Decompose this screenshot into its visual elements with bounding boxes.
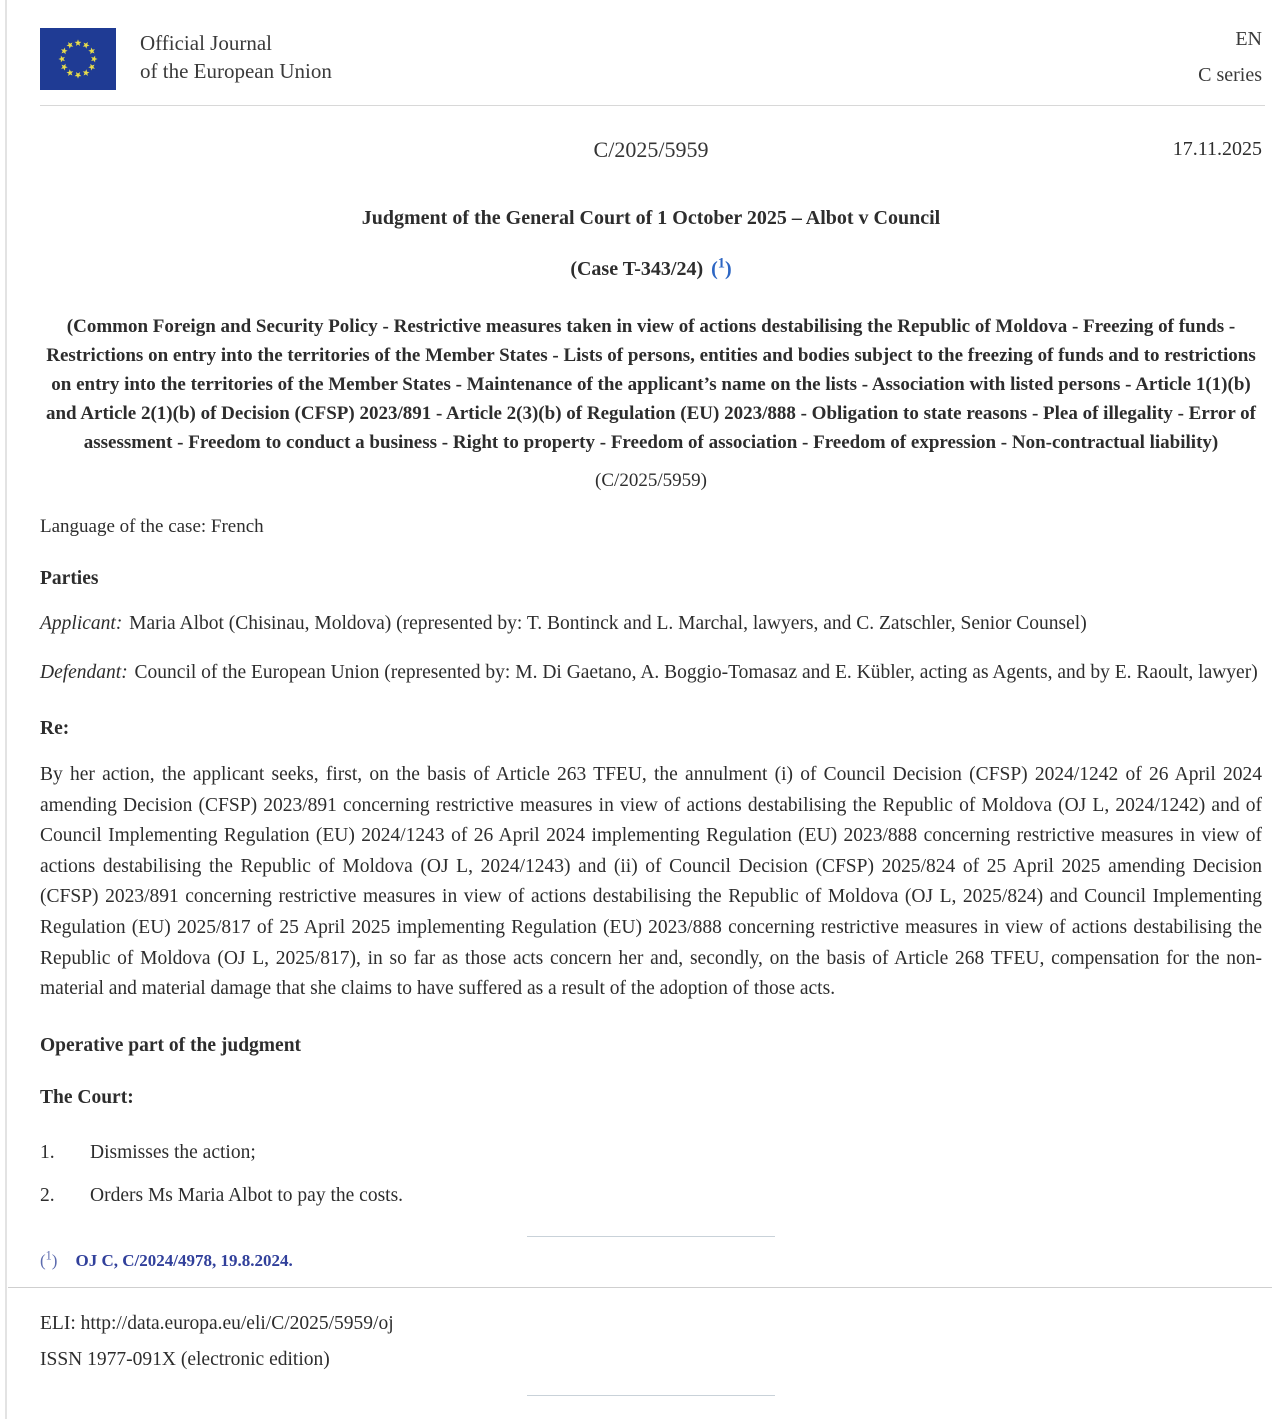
header: [0, 0, 1280, 90]
ruling-item: [40, 1140, 1262, 1166]
header-edition-info: [1198, 28, 1262, 87]
issn-line: ISSN 1977-091X (electronic edition): [40, 1348, 330, 1370]
ruling-item: [40, 1183, 1262, 1209]
operative-part-heading: Operative part of the judgment: [40, 1034, 302, 1056]
case-number: (Case T-343/24): [570, 258, 704, 280]
bottom-separator: [527, 1395, 775, 1396]
page-left-edge: [5, 0, 7, 1419]
journal-title: [140, 28, 332, 85]
case-number-line: [40, 255, 1262, 281]
rulings-list: [40, 1140, 1262, 1209]
header-divider: [40, 105, 1265, 106]
series-label: C series: [1198, 64, 1262, 86]
re-heading: Re:: [40, 718, 70, 739]
footnote-marker-link[interactable]: [40, 1248, 57, 1270]
keywords-paragraph: (Common Foreign and Security Policy - Restrictive measures taken in view of actions destabilising the Republic of Moldova - Freezing of funds - Restrictions on entry into the territories of the Member States - Lists of persons, entities and bodies subject to the freezing of funds and to restrictions on entry into the territories of the Member States - Maintenance of the applicant’s name on the lists - Association with listed persons - Article 1(1)(b) and Article 2(1)(b) of Decision (CFSP) 2023/891 - Article 2(3)(b) of Regulation (EU) 2023/888 - Obligation to state reasons - Plea of illegality - Error of assessment - Freedom to conduct a business - Right to property - Freedom of association - Freedom of expression - Non-contractual liability): [45, 316, 1257, 453]
footnote-citation-link[interactable]: OJ C, C/2024/4978, 19.8.2024.: [75, 1250, 293, 1270]
footer-divider: [8, 1287, 1272, 1288]
footnote-reference-number: 1: [717, 255, 725, 272]
language-of-case: Language of the case: French: [40, 516, 264, 537]
defendant-paragraph: [40, 658, 1262, 688]
eli-line: ELI: http://data.europa.eu/eli/C/2025/5959/oj: [40, 1312, 394, 1334]
publication-date: 17.11.2025: [1172, 138, 1262, 160]
ruling-number: 2.: [40, 1184, 55, 1206]
footnote-marker-number: 1: [45, 1248, 52, 1263]
footer: [40, 1313, 1262, 1396]
journal-title-line2: of the European Union: [140, 59, 332, 83]
applicant-paragraph: [40, 609, 1262, 639]
ruling-number: 1.: [40, 1141, 55, 1163]
ruling-text: Orders Ms Maria Albot to pay the costs.: [90, 1184, 404, 1206]
document-number: C/2025/5959: [593, 137, 709, 162]
document-number-parenthetical: (C/2025/5959): [595, 470, 707, 491]
applicant-label: Applicant:: [40, 613, 123, 634]
defendant-text: Council of the European Union (represented by: M. Di Gaetano, A. Boggio-Tomasaz and E. Kübler, acting as Agents, and by E. Raoult, lawyer): [134, 662, 1258, 683]
journal-title-line1: Official Journal: [140, 31, 272, 55]
document-body: [40, 137, 1262, 1271]
court-heading: The Court:: [40, 1086, 134, 1108]
footnote: [40, 1248, 1262, 1271]
eu-flag-icon: [40, 28, 116, 90]
defendant-label: Defendant:: [40, 662, 128, 683]
meta-row: [40, 137, 1262, 163]
header-branding: [40, 28, 332, 90]
re-paragraph: By her action, the applicant seeks, first, on the basis of Article 263 TFEU, the annulment (i) of Council Decision (CFSP) 2024/1242 of 26 April 2024 amending Decision (CFSP) 2023/891 concerning restrictive measures in view of actions destabilising the Republic of Moldova (OJ L, 2024/1242) and of Council Implementing Regulation (EU) 2024/1243 of 26 April 2024 implementing Regulation (EU) 2023/888 concerning restrictive measures in view of actions destabilising the Republic of Moldova (OJ L, 2024/1243) and (ii) of Council Decision (CFSP) 2025/824 of 25 April 2025 amending Decision (CFSP) 2023/891 concerning restrictive measures in view of actions destabilising the Republic of Moldova (OJ L, 2025/824) and Council Implementing Regulation (EU) 2025/817 of 25 April 2025 implementing Regulation (EU) 2023/888 concerning restrictive measures in view of actions destabilising the Republic of Moldova (OJ L, 2025/817), in so far as those acts concern her and, secondly, on the basis of Article 268 TFEU, compensation for the non-material and material damage that she claims to have suffered as a result of the adoption of those acts.: [40, 764, 1262, 1000]
footnote-separator: [527, 1236, 775, 1237]
language-code-label: EN: [1235, 28, 1262, 50]
footnote-reference-link[interactable]: [711, 255, 732, 280]
applicant-text: Maria Albot (Chisinau, Moldova) (represented by: T. Bontinck and L. Marchal, lawyers, and C. Zatschler, Senior Counsel): [129, 613, 1087, 634]
ruling-text: Dismisses the action;: [90, 1141, 256, 1163]
judgment-title: Judgment of the General Court of 1 October 2025 – Albot v Council: [361, 207, 941, 229]
parties-heading: Parties: [40, 568, 99, 589]
